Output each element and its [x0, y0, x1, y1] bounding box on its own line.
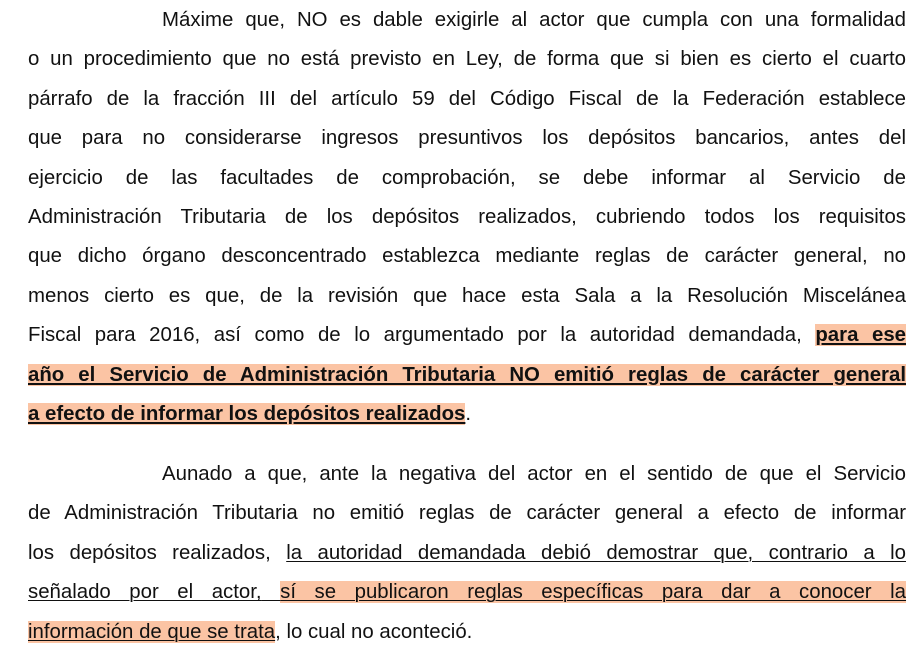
paragraph-1 — [28, 1, 906, 434]
paragraph-1-line-4: que para no considerarse ingresos presuntivos los depósitos bancarios, antes del — [28, 127, 906, 150]
paragraph-2-line-3-text: los depósitos realizados, — [28, 541, 287, 564]
paragraph-2-line-2: de Administración Tributaria no emitió reglas de carácter general a efecto de informar — [28, 502, 906, 525]
paragraph-2 — [28, 455, 906, 652]
paragraph-1-line-1: Máxime que, NO es dable exigirle al actor que cumpla con una formalidad — [162, 9, 906, 31]
highlighted-text: sí se publicaron reglas específicas para dar a conocer la — [280, 581, 907, 604]
paragraph-1-line-8: menos cierto es que, de la revisión que hace esta Sala a la Resolución Miscelánea — [28, 284, 906, 307]
paragraph-1-line-9-text: Fiscal para 2016, así como de lo argumentado por la autoridad demandada, — [28, 324, 816, 347]
paragraph-2-line-1: Aunado a que, ante la negativa del actor en el sentido de que el Servicio — [162, 463, 906, 485]
underlined-space — [262, 581, 281, 603]
underlined-text: la autoridad demandada debió demostrar que, contrario a lo — [286, 541, 906, 564]
paragraph-2-line-5 — [28, 613, 906, 652]
emphasis-highlight: año el Servicio de Administración Tributaria NO emitió reglas de carácter general — [28, 363, 906, 386]
underlined-text: señalado por el actor, — [28, 581, 262, 604]
paragraph-2-line-4 — [28, 573, 906, 612]
paragraph-1-line-3: párrafo de la fracción III del artículo 59 del Código Fiscal de la Federación establece — [28, 87, 906, 110]
highlighted-text: información de que se trata — [28, 620, 276, 643]
emphasis-highlight: a efecto de informar los depósitos realizados — [28, 402, 466, 425]
paragraph-1-line-6: Administración Tributaria de los depósitos realizados, cubriendo todos los requisitos — [28, 205, 906, 228]
emphasis-highlight: para ese — [815, 324, 906, 347]
paragraph-1-line-9 — [28, 316, 906, 355]
paragraph-1-line-11 — [28, 395, 906, 434]
paragraph-1-line-11-text: . — [465, 402, 472, 425]
paragraph-2-line-5-text: , lo cual no aconteció. — [275, 620, 473, 643]
paragraph-2-line-3 — [28, 534, 906, 573]
paragraph-1-line-5: ejercicio de las facultades de comprobación, se debe informar al Servicio de — [28, 166, 906, 189]
paragraph-1-line-10 — [28, 356, 906, 395]
paragraph-1-line-2: o un procedimiento que no está previsto en Ley, de forma que si bien es cierto el cuarto — [28, 48, 906, 71]
paragraph-1-line-7: que dicho órgano desconcentrado establezca mediante reglas de carácter general, no — [28, 245, 906, 268]
